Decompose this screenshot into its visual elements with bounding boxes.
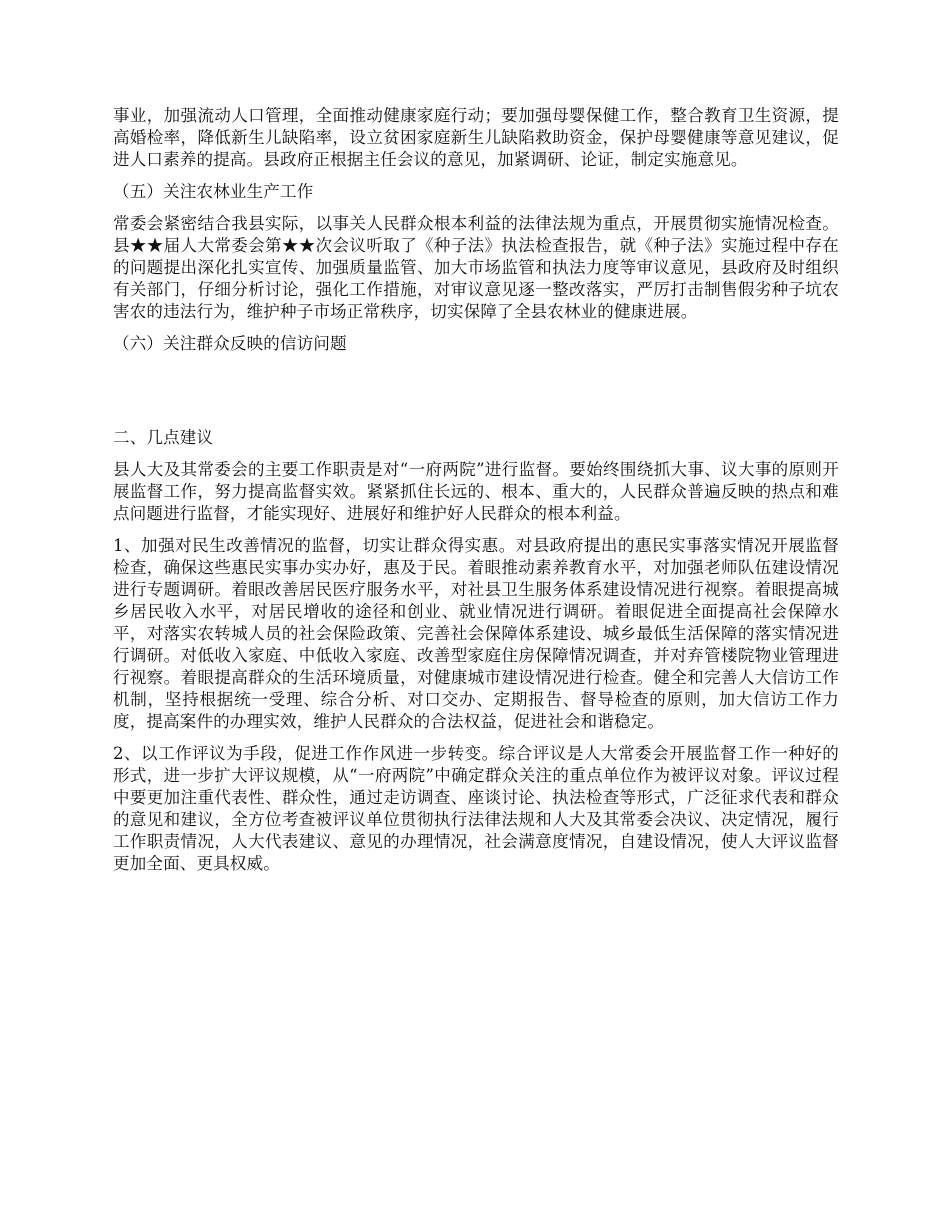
paragraph-suggestion-1: 1、加强对民生改善情况的监督，切实让群众得实惠。对县政府提出的惠民实事落实情况开展监督检查，确保这些惠民实事办实办好，惠及于民。着眼推动素养教育水平，对加强老师队伍建设情况进行专题调研。着眼改善居民医疗服务水平，对社县卫生服务体系建设情况进行视察。着眼提高城乡居民收入水平，对居民增收的途径和创业、就业情况进行调研。着眼促进全面提高社会保障水平，对落实农转城人员的社会保险政策、完善社会保障体系建设、城乡最低生活保障的落实情况进行调研。对低收入家庭、中低收入家庭、改善型家庭住房保障情况调查，并对弃管楼院物业管理进行视察。着眼提高群众的生活环境质量，对健康城市建设情况进行检查。健全和完善人大信访工作机制，坚持根据统一受理、综合分析、对口交办、定期报告、督导检查的原则，加大信访工作力度，提高案件的办理实效，维护人民群众的合法权益，促进社会和谐稳定。 — [113, 536, 839, 731]
paragraph-suggestion-2: 2、以工作评议为手段，促进工作作风进一步转变。综合评议是人大常委会开展监督工作一种好的形式，进一步扩大评议规模，从“一府两院”中确定群众关注的重点单位作为被评议对象。评议过程中要更加注重代表性、群众性，通过走访调查、座谈讨论、执法检查等形式，广泛征求代表和群众的意见和建议，全方位考查被评议单位贯彻执行法律法规和人大及其常委会决议、决定情况，履行工作职责情况，人大代表建议、意见的办理情况，社会满意度情况，自建设情况，使人大评议监督更加全面、更具权威。 — [113, 744, 839, 873]
paragraph-health-continuation: 事业，加强流动人口管理，全面推动健康家庭行动；要加强母婴保健工作，整合教育卫生资源，提高婚检率，降低新生儿缺陷率，设立贫困家庭新生儿缺陷救助资金，保护母婴健康等意见建议，促进人口素养的提高。县政府正根据主任会议的意见，加紧调研、论证，制定实施意见。 — [113, 106, 839, 169]
paragraph-seed-law-inspection: 常委会紧密结合我县实际，以事关人民群众根本利益的法律法规为重点，开展贯彻实施情况检查。县★★届人大常委会第★★次会议听取了《种子法》执法检查报告，就《种子法》实施过程中存在的问题提出深化扎实宣传、加强质量监管、加大市场监管和执法力度等审议意见，县政府及时组织有关部门，仔细分析讨论，强化工作措施，对审议意见逐一整改落实，严厉打击制售假劣种子坑农害农的违法行为，维护种子市场正常秩序，切实保障了全县农林业的健康进展。 — [113, 214, 839, 321]
heading-agriculture-forestry: （五）关注农林业生产工作 — [113, 182, 314, 201]
paragraph-supervision-duty: 县人大及其常委会的主要工作职责是对“一府两院”进行监督。要始终围绕抓大事、议大事的原则开展监督工作，努力提高监督实效。紧紧抓住长远的、根本、重大的，人民群众普遍反映的热点和难点问题进行监督，才能实现好、进展好和维护好人民群众的根本利益。 — [113, 460, 839, 523]
heading-suggestions: 二、几点建议 — [113, 428, 214, 447]
heading-petition-issues: （六）关注群众反映的信访问题 — [113, 334, 347, 353]
blank-space — [113, 365, 839, 427]
document-body — [113, 105, 839, 885]
